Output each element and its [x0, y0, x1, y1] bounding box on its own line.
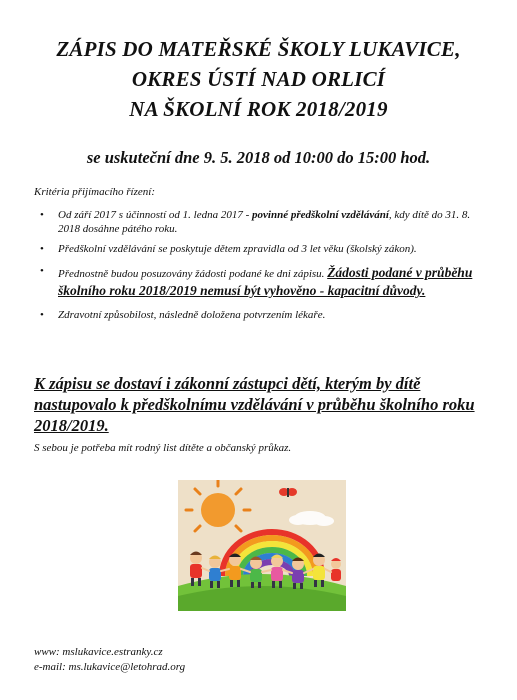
bullet-icon: •	[40, 265, 44, 277]
child-figure	[331, 558, 341, 581]
list-item	[34, 208, 474, 236]
bullet-icon: •	[40, 243, 44, 255]
title-line-1: ZÁPIS DO MATEŘSKÉ ŠKOLY LUKAVICE,	[56, 37, 461, 61]
email-link[interactable]: e-mail: ms.lukavice@letohrad.org	[34, 661, 186, 673]
guardians-notice: K zápisu se dostaví i zákonní zástupci dětí, kterým by dítě nastupovalo k předškolnímu vzdělávání v průběhu školního roku 2018/2019.	[34, 374, 475, 435]
bullet-text: , kdy dítě do 31. 8. 2018 dosáhne pátého roku.	[58, 209, 471, 235]
bullet-text: Zdravotní způsobilost, následně doložena potvrzením lékaře.	[58, 309, 326, 321]
list-item	[34, 264, 474, 300]
list-item	[34, 242, 474, 256]
criteria-label: Kritéria přijímacího řízení:	[34, 186, 155, 198]
contact-footer	[34, 645, 185, 675]
documents-note: S sebou je potřeba mít rodný list dítěte a občanský průkaz.	[34, 442, 292, 454]
capacity-warning: Žádosti podané v průběhu školního roku 2018/2019 nemusí být vyhověno - kapacitní důvody.	[58, 265, 473, 298]
enrollment-date: se uskuteční dne 9. 5. 2018 od 10:00 do 15:00 hod.	[86, 148, 431, 167]
website-link[interactable]: www: mslukavice.estranky.cz	[34, 646, 163, 658]
bullet-icon: •	[40, 309, 44, 321]
children-rainbow-illustration	[178, 480, 346, 611]
bullet-text: Předškolní vzdělávání se poskytuje dětem zpravidla od 3 let věku (školský zákon).	[58, 243, 417, 255]
bullet-icon: •	[40, 209, 44, 221]
bullet-text: Přednostně budou posuzovány žádosti podané ke dni zápisu.	[58, 268, 328, 280]
title-line-3: NA ŠKOLNÍ ROK 2018/2019	[129, 97, 388, 121]
page-title	[0, 34, 517, 124]
bullet-bold-text: povinné předškolní vzdělávání	[252, 209, 389, 221]
criteria-list	[34, 208, 474, 322]
bullet-text: Od září 2017 s účinností od 1. ledna 2017 -	[58, 209, 253, 221]
title-line-2: OKRES ÚSTÍ NAD ORLICÍ	[131, 67, 386, 91]
list-item	[34, 308, 474, 322]
